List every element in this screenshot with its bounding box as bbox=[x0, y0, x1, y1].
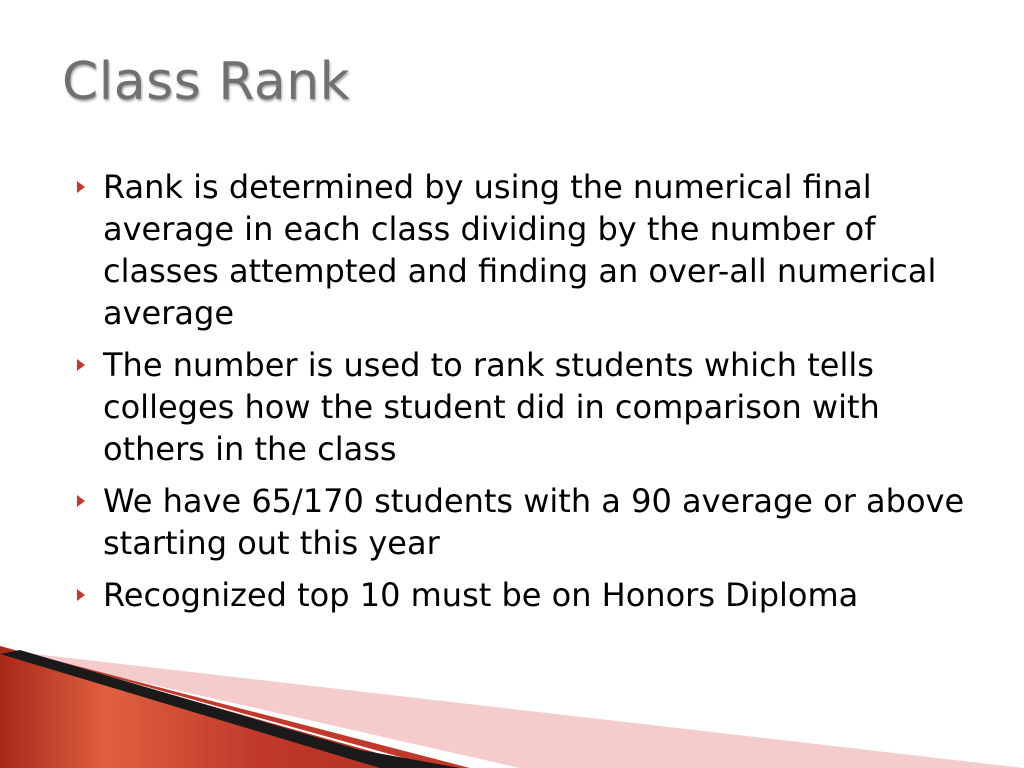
triangle-right-icon bbox=[77, 359, 85, 371]
bullet-item bbox=[72, 574, 972, 616]
bullet-text: We have 65/170 students with a 90 average or above starting out this year bbox=[103, 482, 965, 562]
bullet-item bbox=[72, 480, 972, 564]
bullet-text: Recognized top 10 must be on Honors Diploma bbox=[103, 576, 859, 614]
slide-title: Class Rank bbox=[62, 52, 351, 112]
bullet-text: Rank is determined by using the numerical final average in each class dividing by the number of classes attempted and finding an over-all numerical average bbox=[103, 168, 937, 332]
triangle-right-icon bbox=[77, 589, 85, 601]
bullet-list bbox=[72, 166, 972, 626]
bullet-item bbox=[72, 344, 972, 470]
decorative-footer-swoosh bbox=[0, 640, 1024, 768]
triangle-right-icon bbox=[77, 495, 85, 507]
bullet-text: The number is used to rank students which tells colleges how the student did in comparison with others in the class bbox=[103, 346, 880, 468]
bullet-item bbox=[72, 166, 972, 334]
triangle-right-icon bbox=[77, 181, 85, 193]
